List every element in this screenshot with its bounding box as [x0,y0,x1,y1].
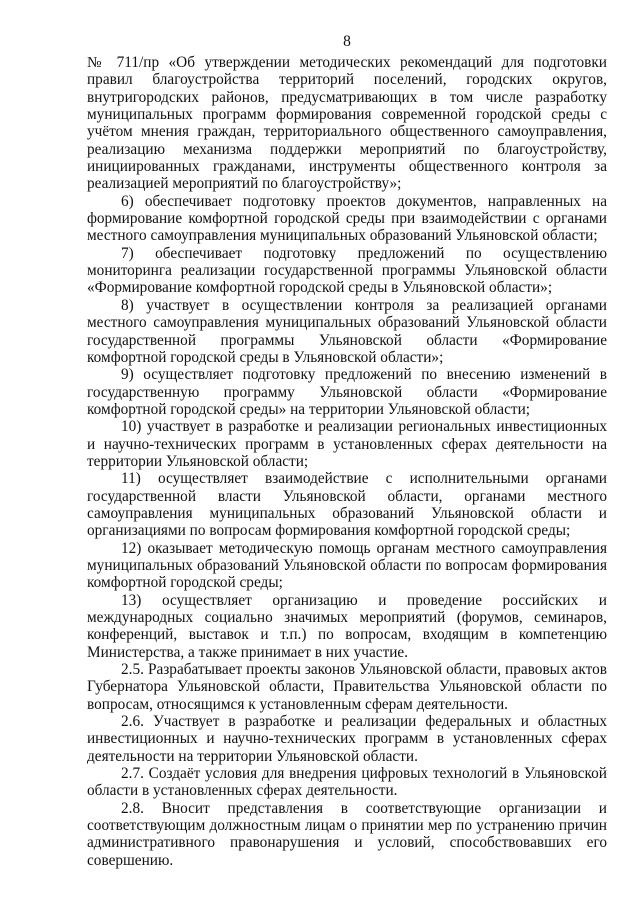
paragraph-section-2-6: 2.6. Участвует в разработке и реализации федеральных и областных инвестиционных и научно-технических программ в установленных сферах деятельности на территории Ульяновской области. [87,713,607,765]
paragraph-item-13: 13) осуществляет организацию и проведение российских и международных социально значимых мероприятий (форумов, семинаров, конференций, выставок и т.п.) по вопросам, входящим в компетенцию Министерства, а также принимает в них участие. [87,591,607,661]
paragraph-item-7: 7) обеспечивает подготовку предложений по осуществлению мониторинга реализации государственной программы Ульяновской области «Формирование комфортной городской среды в Ульяновской области»; [87,244,607,297]
document-body [87,54,607,869]
paragraph-section-2-5: 2.5. Разрабатывает проекты законов Ульяновской области, правовых актов Губернатора Ульяновской области, Правительства Ульяновской области по вопросам, относящимся к установленным сферам деятельности. [87,661,607,713]
paragraph-order-reference: № 711/пр «Об утверждении методических рекомендаций для подготовки правил благоустройства территорий поселений, городских округов, внутригородских районов, предусматривающих в том числе разработку муниципальных программ формирования современной городской среды с учётом мнения граждан, территориального общественного самоуправления, реализацию механизма поддержки мероприятий по благоустройству, инициированных гражданами, инструменты общественного контроля за реализацией мероприятий по благоустройству»; [87,54,607,193]
paragraph-item-9: 9) осуществляет подготовку предложений по внесению изменений в государственную программу Ульяновской области «Формирование комфортной городской среды» на территории Ульяновской области; [87,366,607,418]
paragraph-item-11: 11) осуществляет взаимодействие с исполнительными органами государственной власти Ульяновской области, органами местного самоуправления муниципальных образований Ульяновской области и организациями по вопросам формирования комфортной городской среды; [87,470,607,540]
paragraph-section-2-8: 2.8. Вносит представления в соответствующие организации и соответствующим должностным лицам о принятии мер по устранению причин административного правонарушения и условий, способствовавших его совершению. [87,799,607,869]
paragraph-item-12: 12) оказывает методическую помощь органам местного самоуправления муниципальных образований Ульяновской области по вопросам формирования комфортной городской среды; [87,539,607,592]
paragraph-item-8: 8) участвует в осуществлении контроля за реализацией органами местного самоуправления муниципальных образований Ульяновской области государственной программы Ульяновской области «Формирование комфортной городской среды в Ульяновской области»; [87,296,607,366]
paragraph-item-6: 6) обеспечивает подготовку проектов документов, направленных на формирование комфортной городской среды при взаимодействии с органами местного самоуправления муниципальных образований Ульяновской области; [87,192,607,245]
paragraph-item-10: 10) участвует в разработке и реализации региональных инвестиционных и научно-технических программ в установленных сферах деятельности на территории Ульяновской области; [87,418,607,470]
page-number: 8 [343,33,351,50]
paragraph-section-2-7: 2.7. Создаёт условия для внедрения цифровых технологий в Ульяновской области в установленных сферах деятельности. [87,765,607,800]
